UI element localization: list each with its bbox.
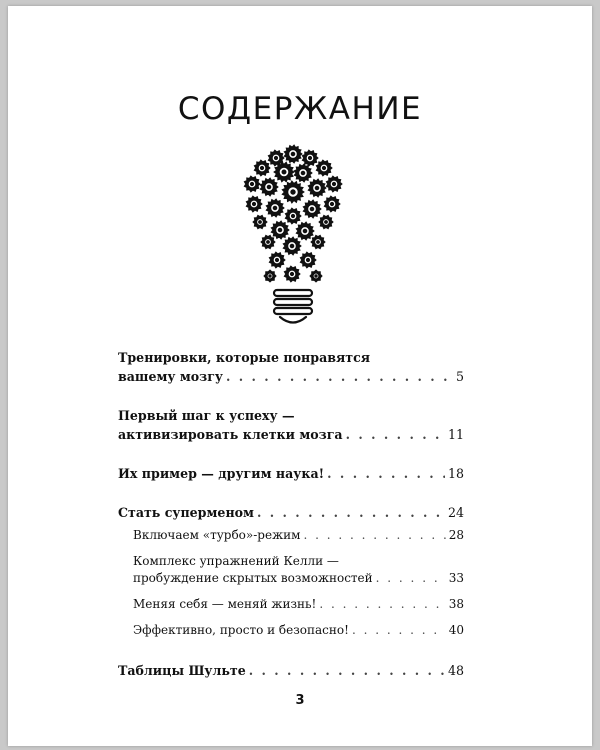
gear-hub-icon <box>317 241 320 244</box>
table-of-contents <box>118 348 464 680</box>
gear-hub-icon <box>306 258 309 261</box>
toc-subentry-title: Включаем «турбо»-режим <box>133 528 301 542</box>
toc-entry-title: Стать суперменом <box>118 505 254 520</box>
toc-page-number: 18 <box>447 466 464 481</box>
toc-page-number: 11 <box>447 427 464 442</box>
gear-hub-icon <box>267 185 271 189</box>
gear-hub-icon <box>310 207 314 211</box>
toc-page-number: 5 <box>455 369 464 384</box>
toc-entry[interactable] <box>118 406 464 444</box>
gear-hub-icon <box>332 182 335 185</box>
toc-subentry[interactable] <box>133 622 464 639</box>
toc-subentry-title: Меняя себя — меняй жизнь! <box>133 597 317 611</box>
gear-hub-icon <box>259 221 262 224</box>
toc-subentry[interactable] <box>133 527 464 544</box>
dot-leader <box>226 367 453 386</box>
gear-hub-icon <box>250 182 253 185</box>
toc-entry[interactable] <box>118 503 464 522</box>
gear-hub-icon <box>290 244 294 248</box>
gear-hub-icon <box>330 202 333 205</box>
toc-entry[interactable] <box>118 464 464 483</box>
toc-entry-title-line1: Первый шаг к успеху — <box>118 408 295 423</box>
gear-hub-icon <box>303 229 307 233</box>
toc-page-number: 48 <box>447 663 464 678</box>
gear-hub-icon <box>315 275 317 277</box>
page-number: 3 <box>295 693 305 708</box>
gear-hub-icon <box>308 156 311 159</box>
gear-hub-icon <box>273 206 277 210</box>
toc-page-number: 40 <box>448 623 464 637</box>
dot-leader <box>319 596 445 613</box>
toc-entry[interactable] <box>118 348 464 386</box>
dot-leader <box>376 570 446 587</box>
gear-hub-icon <box>322 166 325 169</box>
gear-hub-icon <box>301 171 305 175</box>
dot-leader <box>257 503 445 522</box>
toc-entry-title: Таблицы Шульте <box>118 663 246 678</box>
gear-hub-icon <box>275 258 278 261</box>
toc-entry-title: Их пример — другим наука! <box>118 466 325 481</box>
toc-entry[interactable] <box>118 661 464 680</box>
gear-hub-icon <box>267 241 270 244</box>
toc-entry-title-line1: Тренировки, которые понравятся <box>118 350 371 365</box>
dot-leader <box>249 661 445 680</box>
gear-hub-icon <box>269 275 271 277</box>
gear-hub-icon <box>260 166 263 169</box>
toc-subentry-title-line2: пробуждение скрытых возможностей <box>133 571 373 585</box>
dot-leader <box>327 464 445 483</box>
toc-page-number: 28 <box>448 528 464 542</box>
toc-entry-title-line2: вашему мозгу <box>118 369 223 384</box>
gear-hub-icon <box>291 152 295 156</box>
toc-entry-title-line2: активизировать клетки мозга <box>118 427 343 442</box>
page-title: СОДЕРЖАНИЕ <box>177 91 423 127</box>
toc-subentry[interactable] <box>133 596 464 613</box>
gear-hub-icon <box>274 156 277 159</box>
gear-hub-icon <box>290 272 293 275</box>
gear-hub-icon <box>252 202 255 205</box>
toc-subentry-title: Эффективно, просто и безопасно! <box>133 623 349 637</box>
gear-hub-icon <box>282 170 286 174</box>
gear-hub-icon <box>315 186 319 190</box>
gear-hub-icon <box>291 190 295 194</box>
dot-leader <box>303 527 445 544</box>
gear-hub-icon <box>291 214 294 217</box>
toc-subentry-title-line1: Комплекс упражнений Келли — <box>133 554 339 568</box>
gear-hub-icon <box>325 221 328 224</box>
toc-page-number: 24 <box>447 505 464 520</box>
toc-page-number: 38 <box>448 597 464 611</box>
dot-leader <box>352 622 446 639</box>
toc-page-number: 33 <box>448 571 464 585</box>
gear-hub-icon <box>278 228 282 232</box>
toc-subentry[interactable] <box>133 553 464 587</box>
lightbulb-of-gears-icon <box>232 142 354 328</box>
dot-leader <box>346 425 445 444</box>
